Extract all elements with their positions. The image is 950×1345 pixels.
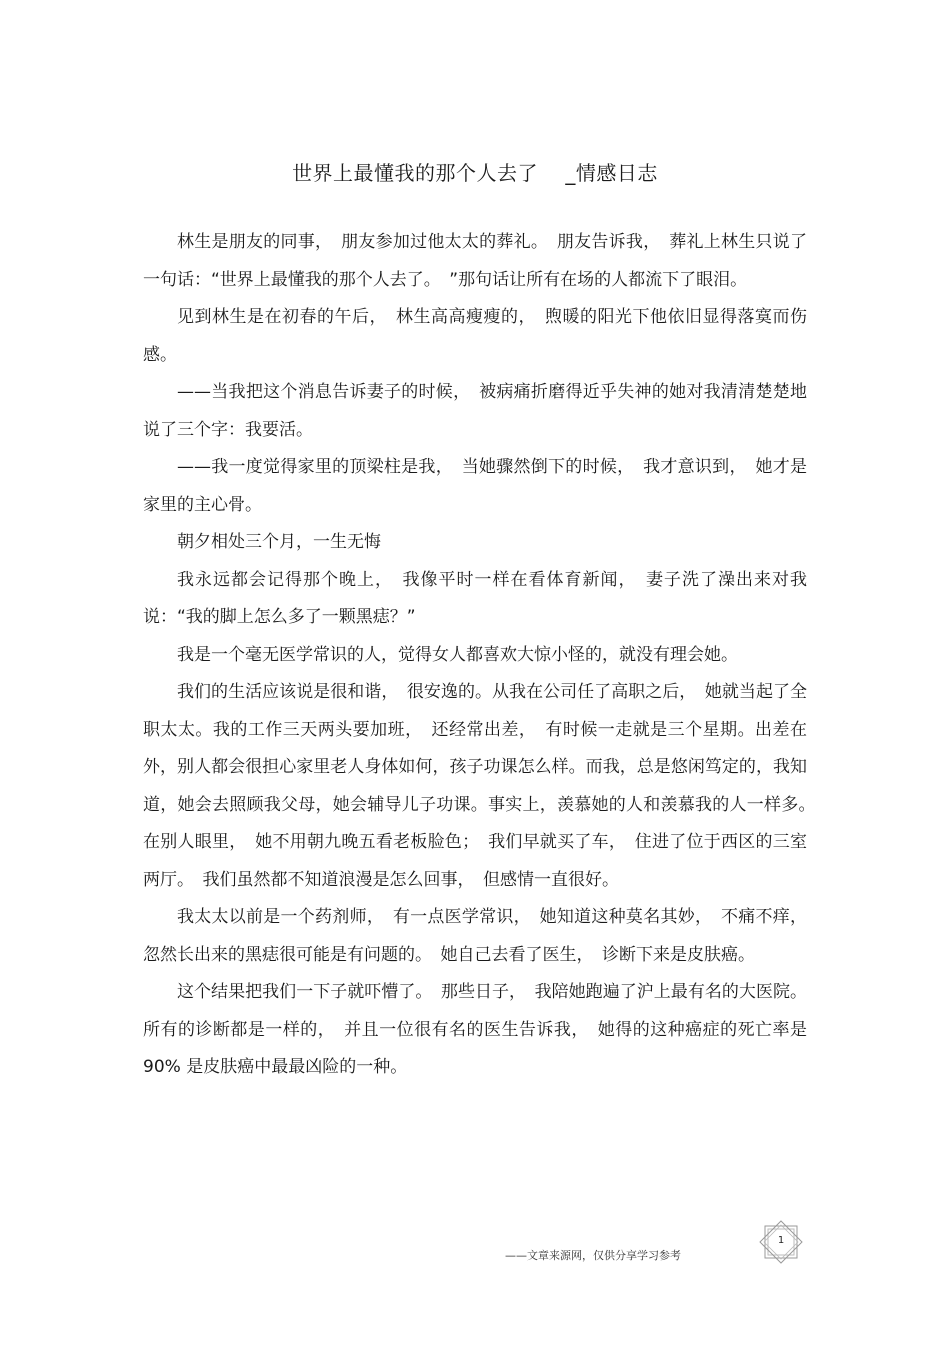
source-note: ——文章来源网，仅供分享学习参考 bbox=[505, 1249, 681, 1262]
page-number-badge bbox=[756, 1220, 806, 1264]
paragraph: 我太太以前是一个药剂师， 有一点医学常识， 她知道这种莫名其妙， 不痛不痒，忽然长出来的黑痣很可能是有问题的。 她自己去看了医生， 诊断下来是皮肤癌。 bbox=[143, 907, 807, 965]
paragraph: 见到林生是在初春的午后， 林生高高瘦瘦的， 煦暖的阳光下他依旧显得落寞而伤感。 bbox=[143, 307, 807, 365]
paragraph: 林生是朋友的同事， 朋友参加过他太太的葬礼。 朋友告诉我， 葬礼上林生只说了一句话：“世界上最懂我的那个人去了。 ”那句话让所有在场的人都流下了眼泪。 bbox=[143, 232, 807, 290]
article-body bbox=[143, 224, 824, 1087]
page-number: 1 bbox=[777, 1235, 785, 1246]
section-heading: 朝夕相处三个月，一生无悔 bbox=[177, 532, 381, 552]
paragraph: ——我一度觉得家里的顶梁柱是我， 当她骤然倒下的时候， 我才意识到， 她才是家里的主心骨。 bbox=[143, 457, 807, 515]
paragraph: 我们的生活应该说是很和谐， 很安逸的。从我在公司任了高职之后， 她就当起了全职太太。我的工作三天两头要加班， 还经常出差， 有时候一走就是三个星期。出差在外，别人都会很担心家里老人身体如何，孩子功课怎么样。而我，总是悠闲笃定的，我知道，她会去照顾我父母，她会辅导儿子功课。事实上，羡慕她的人和羡慕我的人一样多。 在别人眼里， 她不用朝九晚五看老板脸色； 我们早就买了车， 住进了位于西区的三室两厅。 我们虽然都不知道浪漫是怎么回事， 但感情一直很好。 bbox=[143, 682, 824, 890]
paragraph: 我是一个毫无医学常识的人，觉得女人都喜欢大惊小怪的，就没有理会她。 bbox=[177, 644, 738, 665]
paragraph: 这个结果把我们一下子就吓懵了。 那些日子， 我陪她跑遍了沪上最有名的大医院。所有的诊断都是一样的， 并且一位很有名的医生告诉我， 她得的这种癌症的死亡率是 90% 是皮肤癌中最最凶险的一种。 bbox=[143, 982, 807, 1077]
paragraph: 我永远都会记得那个晚上， 我像平时一样在看体育新闻， 妻子洗了澡出来对我说：“我的脚上怎么多了一颗黑痣？” bbox=[143, 569, 807, 627]
paragraph: ——当我把这个消息告诉妻子的时候， 被病痛折磨得近乎失神的她对我清清楚楚地说了三个字：我要活。 bbox=[143, 382, 807, 440]
page-title: 世界上最懂我的那个人去了 _情感日志 bbox=[292, 161, 658, 185]
